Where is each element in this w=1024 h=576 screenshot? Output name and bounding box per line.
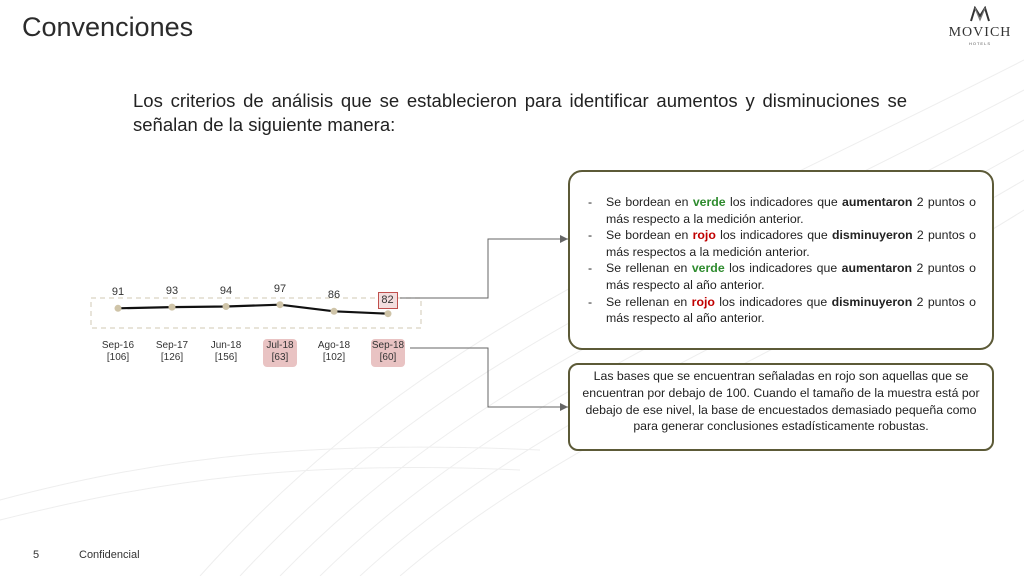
criteria-text-segment: aumentaron: [842, 195, 913, 209]
criteria-item: [588, 260, 976, 293]
x-base-size: [60]: [379, 352, 397, 363]
data-point: [331, 308, 338, 315]
bases-note-text: Las bases que se encuentran señaladas en rojo son aquellas que se encuentran por debajo de 100. Cuando el tamaño de la muestra está por debajo de ese nivel, la base de encuestados demasiado pequeña como para generar conclusiones estadísticamente robustas.: [582, 369, 980, 434]
footer-confidential: Confidencial: [79, 549, 140, 561]
data-point: [115, 305, 122, 312]
page-number: 5: [33, 549, 40, 561]
criteria-item: [588, 194, 976, 227]
criteria-text-segment: disminuyeron: [831, 228, 913, 243]
intro-text: Los criterios de análisis que se establecieron para identificar aumentos y disminuciones se señalan de la siguiente manera:: [133, 90, 907, 135]
page-title: Convenciones: [22, 12, 194, 42]
x-base-size: [106]: [106, 352, 130, 363]
x-category: Sep-16: [101, 340, 135, 351]
criteria-text-segment: Se rellenan en: [606, 261, 692, 276]
connector-to-criteria: [400, 239, 568, 298]
logo-tagline: HOTELS: [968, 41, 991, 46]
x-category: Sep-17: [155, 340, 189, 351]
x-tick-label: [371, 339, 405, 367]
data-point: [385, 310, 392, 317]
connector-arrowhead-bases: [560, 403, 568, 411]
x-base-size: [126]: [160, 352, 184, 363]
criteria-text-segment: 2 puntos o más respectos a la medición anterior.: [606, 228, 976, 259]
criteria-text-segment: aumentaron: [841, 261, 913, 276]
data-label: 97: [273, 282, 287, 295]
series-line: [118, 305, 388, 314]
x-base-size: [102]: [322, 352, 346, 363]
x-tick-label: [263, 339, 297, 367]
x-category: Sep-18: [371, 340, 405, 351]
criteria-text-segment: Se bordean en: [606, 228, 693, 243]
criteria-text-segment: verde: [692, 195, 726, 209]
data-label: 94: [219, 284, 233, 297]
data-label: 86: [327, 289, 341, 302]
criteria-text-segment: 2 puntos o más respecto al año anterior.: [606, 261, 976, 292]
bases-note-box: [568, 363, 994, 451]
x-tick-label: [200, 339, 252, 367]
criteria-text-segment: los indicadores que: [715, 228, 832, 243]
logo-mark-icon: [969, 6, 991, 22]
criteria-text-segment: 2 puntos o más respecto a la medición anterior.: [606, 195, 976, 226]
connector-arrowhead-criteria: [560, 235, 568, 243]
criteria-text-segment: los indicadores que: [725, 195, 843, 209]
criteria-text-segment: los indicadores que: [724, 261, 842, 276]
data-point: [277, 301, 284, 308]
criteria-item: [588, 294, 976, 327]
criteria-text-segment: rojo: [692, 228, 716, 243]
criteria-text-segment: rojo: [691, 294, 715, 309]
x-base-size: [156]: [214, 352, 238, 363]
data-label: 82: [378, 292, 398, 309]
data-label: 91: [111, 286, 125, 299]
criteria-text-segment: 2 puntos o más respecto al año anterior.: [606, 294, 976, 326]
movich-logo: [942, 6, 1018, 46]
data-label: 93: [165, 285, 179, 298]
x-category: Jun-18: [210, 340, 242, 351]
criteria-text-segment: Se rellenan en: [606, 294, 692, 309]
criteria-text-segment: Se bordean en: [606, 195, 693, 209]
x-category: Ago-18: [317, 340, 351, 351]
x-base-size: [63]: [271, 352, 289, 363]
data-point: [169, 304, 176, 311]
connector-to-bases: [410, 348, 568, 407]
criteria-text-segment: los indicadores que: [714, 294, 832, 309]
x-tick-label: [146, 339, 198, 367]
criteria-item: [588, 227, 976, 260]
logo-wordmark: MOVICH: [948, 25, 1012, 40]
x-tick-label: [308, 339, 360, 367]
criteria-list: [588, 194, 976, 327]
x-tick-label: [92, 339, 144, 367]
criteria-box: [568, 170, 994, 350]
data-point: [223, 303, 230, 310]
criteria-text-segment: verde: [691, 261, 725, 276]
x-category: Jul-18: [266, 340, 294, 351]
criteria-text-segment: disminuyeron: [831, 294, 913, 309]
